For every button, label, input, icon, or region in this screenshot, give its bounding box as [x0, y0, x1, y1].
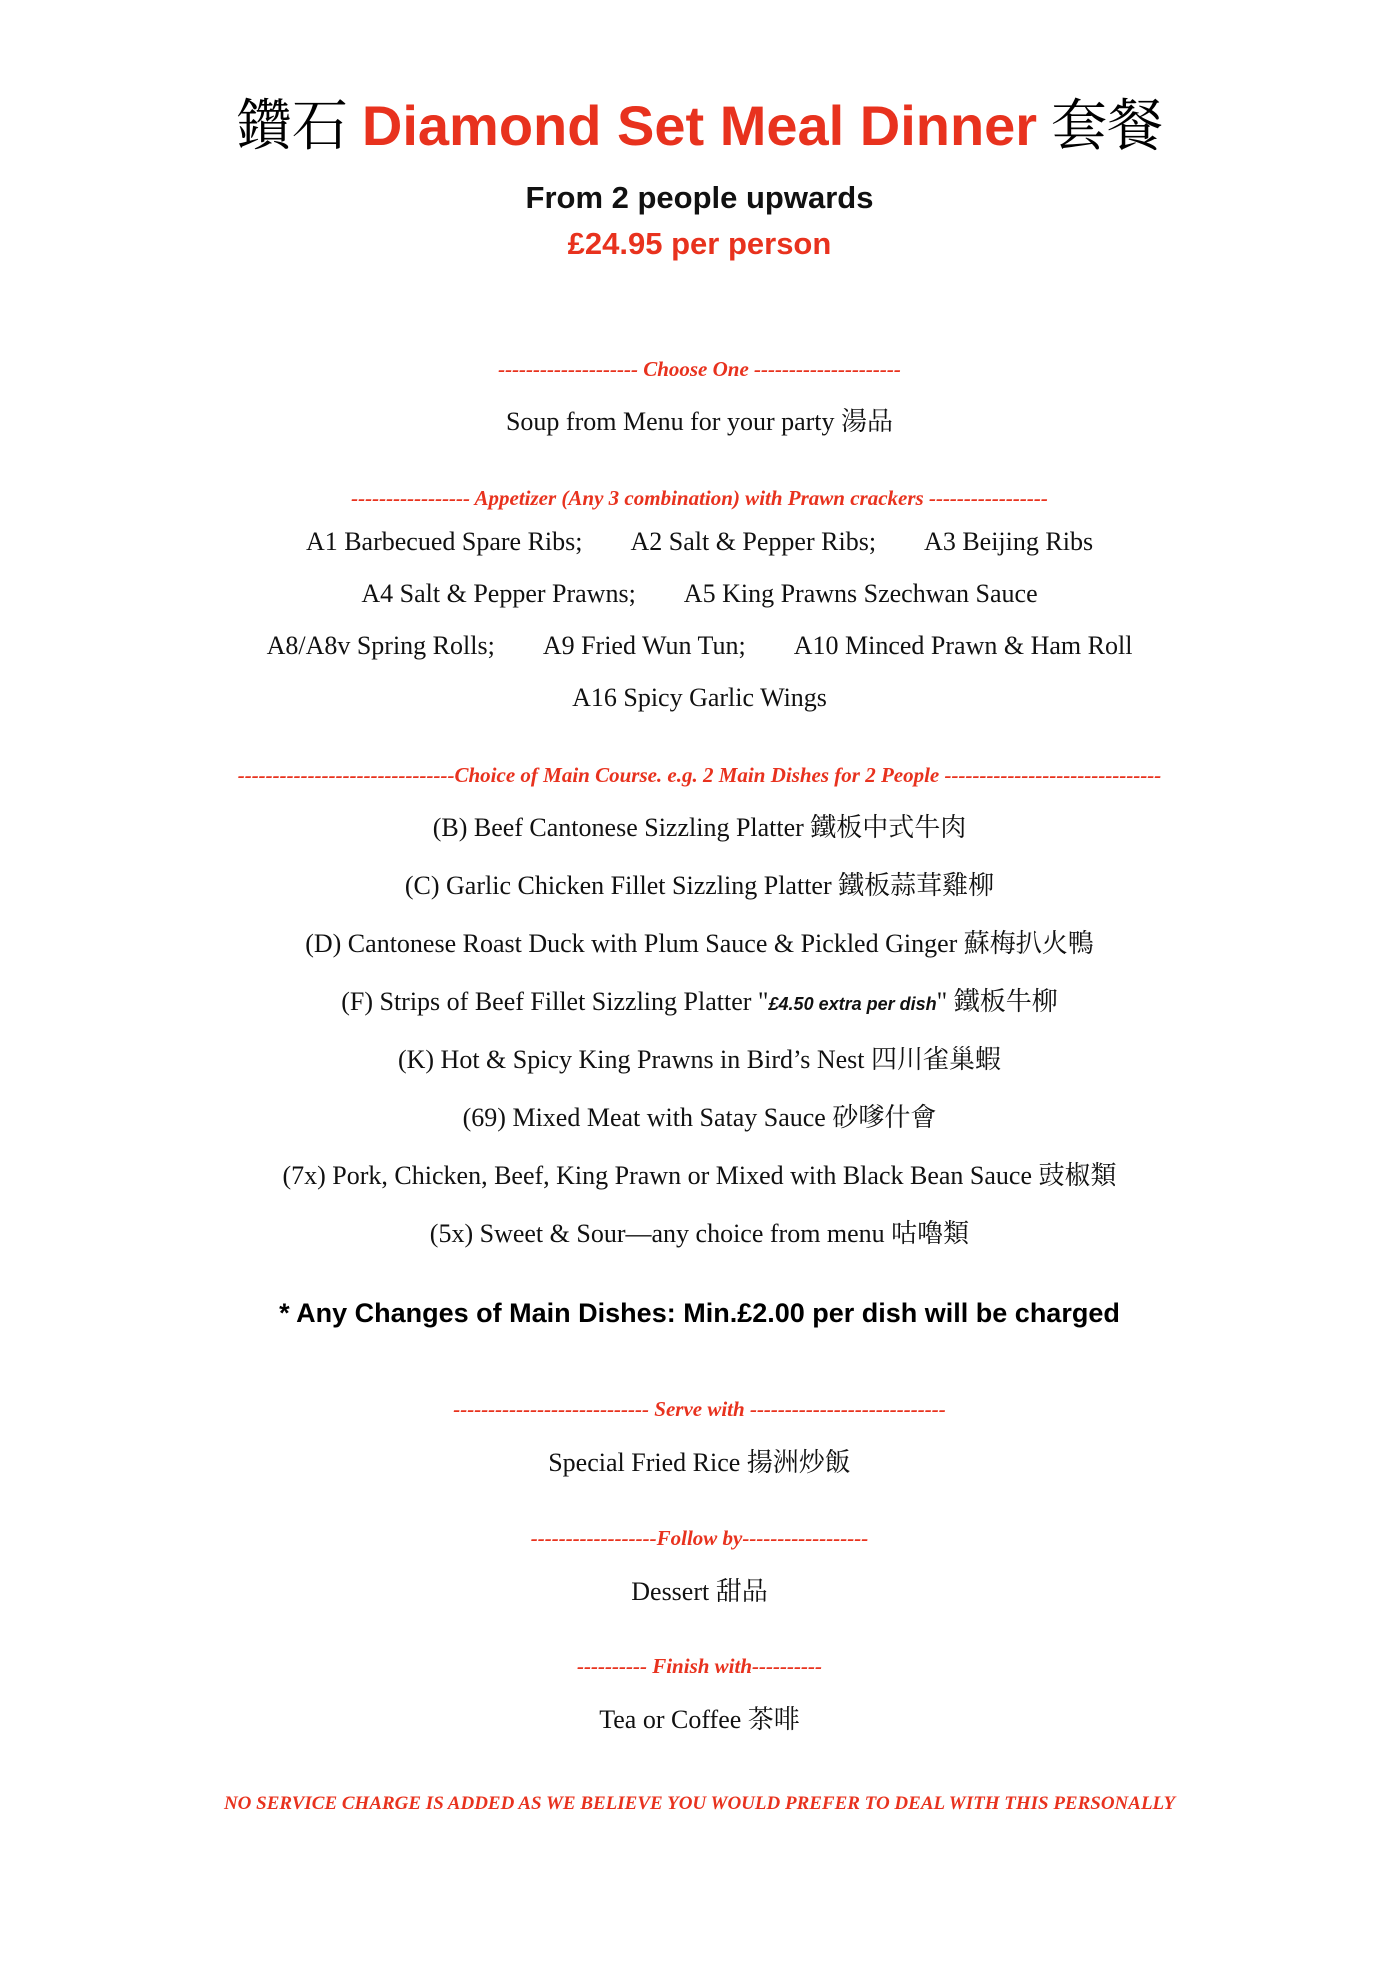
- appetizer-item: A2 Salt & Pepper Ribs;: [630, 527, 877, 556]
- appetizer-item: A16 Spicy Garlic Wings: [572, 683, 827, 712]
- serve-item: Special Fried Rice 揚洲炒飯: [548, 1448, 851, 1477]
- price: £24.95 per person: [567, 226, 832, 261]
- main-item-f-chinese: 鐵板牛柳: [953, 987, 1058, 1016]
- service-charge-footer: NO SERVICE CHARGE IS ADDED AS WE BELIEVE YOU WOULD PREFER TO DEAL WITH THIS PERSONALLY: [223, 1793, 1176, 1814]
- main-item: (5x) Sweet & Sour—any choice from menu 咕嚕類: [429, 1219, 970, 1248]
- main-item: (B) Beef Cantonese Sizzling Platter 鐵板中式牛肉: [432, 813, 967, 842]
- serve-heading: ---------------------------- Serve with ----------------------------: [453, 1397, 946, 1421]
- follow-heading: ------------------Follow by------------------: [530, 1526, 869, 1550]
- finish-heading: ---------- Finish with----------: [577, 1654, 822, 1678]
- main-item-f: [0, 981, 1399, 1018]
- title-chinese-left: 鑽石: [235, 94, 348, 159]
- appetizer-heading: ----------------- Appetizer (Any 3 combination) with Prawn crackers -----------------: [351, 486, 1048, 510]
- appetizer-row-4: [0, 683, 1399, 713]
- appetizer-item: A5 King Prawns Szechwan Sauce: [683, 579, 1038, 608]
- soup-heading: -------------------- Choose One ---------------------: [498, 357, 901, 381]
- main-item: (69) Mixed Meat with Satay Sauce 砂嗲什會: [462, 1103, 937, 1132]
- finish-item: Tea or Coffee 茶啡: [599, 1705, 800, 1734]
- main-course-heading: -------------------------------Choice of Main Course. e.g. 2 Main Dishes for 2 People -------------------------------: [237, 763, 1162, 787]
- appetizer-row-1: [0, 527, 1399, 557]
- title-english: Diamond Set Meal Dinner: [361, 94, 1038, 157]
- main-item: (7x) Pork, Chicken, Beef, King Prawn or Mixed with Black Bean Sauce 豉椒類: [282, 1161, 1117, 1190]
- appetizer-item: A9 Fried Wun Tun;: [542, 631, 746, 660]
- soup-item: Soup from Menu for your party 湯品: [505, 407, 894, 436]
- main-item-f-label: (F) Strips of Beef Fillet Sizzling Platter: [341, 987, 752, 1016]
- page-title: [0, 82, 1399, 162]
- quote-close: ": [936, 987, 948, 1016]
- appetizer-item: A3 Beijing Ribs: [924, 527, 1094, 556]
- main-item: (K) Hot & Spicy King Prawns in Bird’s Nest 四川雀巢蝦: [397, 1045, 1002, 1074]
- main-item: (D) Cantonese Roast Duck with Plum Sauce & Pickled Ginger 蘇梅扒火鴨: [305, 929, 1094, 958]
- appetizer-item: A1 Barbecued Spare Ribs;: [305, 527, 583, 556]
- appetizer-item: A4 Salt & Pepper Prawns;: [361, 579, 636, 608]
- appetizer-item: A10 Minced Prawn & Ham Roll: [793, 631, 1133, 660]
- title-chinese-right: 套餐: [1051, 94, 1164, 159]
- follow-item: Dessert 甜品: [631, 1577, 768, 1606]
- appetizer-row-2: [0, 579, 1399, 609]
- appetizer-item: A8/A8v Spring Rolls;: [266, 631, 495, 660]
- main-item: (C) Garlic Chicken Fillet Sizzling Platter 鐵板蒜茸雞柳: [404, 871, 995, 900]
- main-changes-note: * Any Changes of Main Dishes: Min.£2.00 per dish will be charged: [279, 1298, 1120, 1328]
- quote-open: ": [757, 987, 769, 1016]
- appetizer-row-3: [0, 631, 1399, 661]
- subtitle: From 2 people upwards: [525, 180, 874, 215]
- extra-charge-note: £4.50 extra per dish: [768, 994, 937, 1014]
